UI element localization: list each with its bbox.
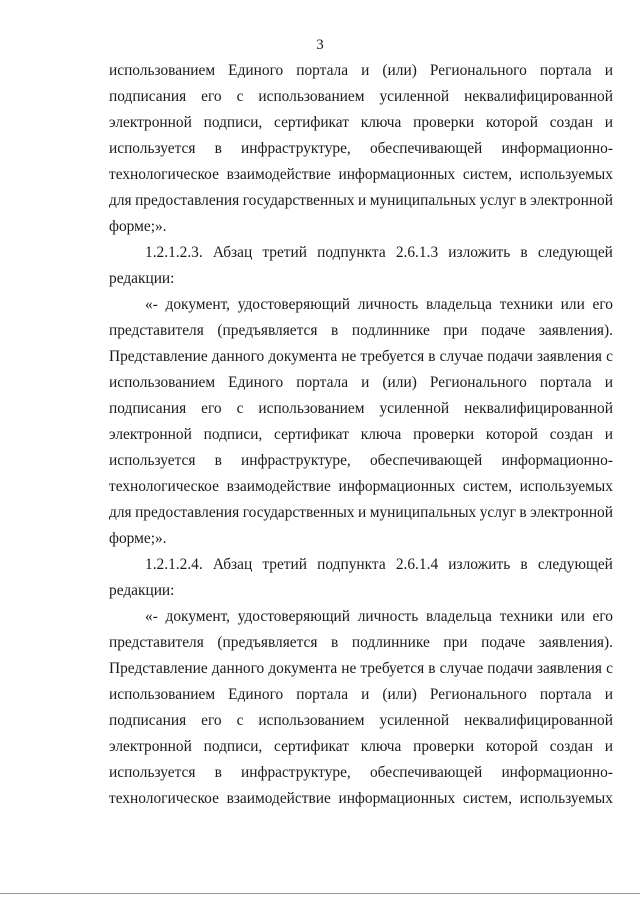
- word: и: [604, 114, 613, 131]
- word: систем,: [462, 478, 512, 495]
- word: проверки: [413, 114, 475, 131]
- word: и: [357, 192, 367, 209]
- word: предоставления: [135, 504, 240, 521]
- word: государственных: [242, 504, 355, 521]
- word: портала: [539, 686, 592, 703]
- word: удостоверяющий: [237, 608, 351, 625]
- word: усиленной: [379, 400, 450, 417]
- word: подаче: [481, 322, 526, 339]
- word: заявления: [536, 348, 602, 365]
- word: систем,: [462, 790, 512, 807]
- text-line: [109, 396, 613, 422]
- word: использованием: [109, 374, 216, 391]
- word: в: [520, 244, 528, 261]
- word: представителя: [109, 322, 204, 339]
- word: и: [604, 374, 613, 391]
- word: взаимодействие: [226, 166, 331, 183]
- text-line: [109, 656, 613, 682]
- word: подачи: [487, 348, 533, 365]
- word: усиленной: [379, 88, 450, 105]
- word: технологическое: [109, 166, 219, 183]
- word: с: [606, 660, 613, 677]
- word: используется: [109, 764, 196, 781]
- word: создан: [549, 426, 593, 443]
- word: электронной: [530, 504, 613, 521]
- word: заявления).: [538, 634, 613, 651]
- word: редакции:: [109, 582, 175, 599]
- word: которой: [485, 426, 538, 443]
- word: в: [214, 764, 222, 781]
- word: портала: [539, 62, 592, 79]
- word: подачи: [487, 660, 533, 677]
- word: 1.2.1.2.3.: [145, 244, 203, 261]
- word: при: [443, 634, 468, 651]
- word: информационных: [338, 790, 456, 807]
- word: и: [604, 62, 613, 79]
- word: неквалифицированной: [464, 400, 613, 417]
- word: форме;».: [109, 530, 167, 547]
- word: для: [109, 504, 132, 521]
- word: 2.6.1.4: [395, 556, 439, 573]
- word: электронной: [109, 426, 192, 443]
- word: в: [520, 556, 528, 573]
- word: Регионального: [429, 374, 527, 391]
- word: в: [519, 192, 527, 209]
- word: подпункта: [317, 244, 386, 261]
- word: информационно-: [501, 764, 613, 781]
- word: подписи,: [203, 114, 263, 131]
- word: подписания: [109, 400, 187, 417]
- word: (или): [382, 374, 417, 391]
- word: требуется: [360, 348, 425, 365]
- word: данного: [211, 348, 265, 365]
- word: в: [428, 660, 436, 677]
- word: Представление: [109, 348, 208, 365]
- text-line: [109, 474, 613, 500]
- word: владельца: [426, 296, 493, 313]
- document-body: [109, 58, 613, 812]
- text-line: [109, 734, 613, 760]
- page-number: 3: [316, 37, 324, 53]
- word: личность: [357, 296, 419, 313]
- word: следующей: [537, 244, 613, 261]
- word: личность: [357, 608, 419, 625]
- word: информационно-: [501, 452, 613, 469]
- word: не: [341, 660, 357, 677]
- text-line: [109, 786, 613, 812]
- word: редакции:: [109, 270, 175, 287]
- word: используемых: [519, 166, 613, 183]
- text-line: [109, 526, 613, 552]
- word: Регионального: [429, 686, 527, 703]
- word: с: [236, 88, 244, 105]
- word: случае: [439, 348, 484, 365]
- word: информационно-: [501, 140, 613, 157]
- text-line: [109, 188, 613, 214]
- text-line: [109, 760, 613, 786]
- word: в: [331, 322, 339, 339]
- text-line: [109, 318, 613, 344]
- word: и: [604, 686, 613, 703]
- text-line: [109, 84, 613, 110]
- word: которой: [485, 114, 538, 131]
- word: муниципальных: [369, 504, 477, 521]
- text-line: [109, 552, 613, 578]
- word: (предъявляется: [217, 634, 318, 651]
- word: ключа: [360, 114, 402, 131]
- word: и: [357, 504, 367, 521]
- text-line: [109, 110, 613, 136]
- word: неквалифицированной: [464, 88, 613, 105]
- word: использованием: [258, 712, 365, 729]
- word: и: [361, 686, 370, 703]
- word: Абзац: [212, 556, 253, 573]
- word: техники: [499, 608, 553, 625]
- word: «-: [145, 608, 158, 625]
- text-line: [109, 682, 613, 708]
- word: и: [604, 738, 613, 755]
- word: технологическое: [109, 790, 219, 807]
- text-line: [109, 578, 613, 604]
- word: используется: [109, 452, 196, 469]
- word: (или): [382, 686, 417, 703]
- word: или: [560, 608, 585, 625]
- word: электронной: [109, 738, 192, 755]
- word: Представление: [109, 660, 208, 677]
- word: услуг: [479, 192, 516, 209]
- word: Единого: [228, 374, 284, 391]
- text-line: [109, 604, 613, 630]
- word: электронной: [109, 114, 192, 131]
- word: в: [519, 504, 527, 521]
- word: услуг: [479, 504, 516, 521]
- word: при: [443, 322, 468, 339]
- page-bottom-divider: [0, 893, 640, 894]
- word: взаимодействие: [226, 790, 331, 807]
- word: в: [214, 452, 222, 469]
- word: для: [109, 192, 132, 209]
- word: с: [236, 400, 244, 417]
- word: следующей: [537, 556, 613, 573]
- word: Единого: [228, 686, 284, 703]
- text-line: [109, 630, 613, 656]
- word: инфраструктуре,: [241, 764, 351, 781]
- text-line: [109, 422, 613, 448]
- word: обеспечивающей: [369, 452, 483, 469]
- word: подлиннике: [351, 322, 430, 339]
- word: его: [201, 712, 222, 729]
- word: (или): [382, 62, 417, 79]
- word: документа: [268, 660, 338, 677]
- word: его: [592, 296, 613, 313]
- word: сертификат: [274, 114, 349, 131]
- text-line: [109, 214, 613, 240]
- word: третий: [262, 244, 307, 261]
- word: проверки: [413, 738, 475, 755]
- word: подписания: [109, 88, 187, 105]
- word: портала: [296, 686, 349, 703]
- word: информационных: [338, 166, 456, 183]
- word: проверки: [413, 426, 475, 443]
- word: случае: [439, 660, 484, 677]
- word: использованием: [109, 62, 216, 79]
- word: подлиннике: [351, 634, 430, 651]
- word: в: [214, 140, 222, 157]
- text-line: [109, 370, 613, 396]
- text-line: [109, 708, 613, 734]
- word: в: [331, 634, 339, 651]
- text-line: [109, 136, 613, 162]
- word: техники: [499, 296, 553, 313]
- word: документ,: [165, 296, 231, 313]
- word: (предъявляется: [217, 322, 318, 339]
- word: инфраструктуре,: [241, 140, 351, 157]
- word: изложить: [448, 556, 511, 573]
- text-line: [109, 266, 613, 292]
- word: изложить: [448, 244, 511, 261]
- word: представителя: [109, 634, 204, 651]
- word: подписания: [109, 712, 187, 729]
- word: его: [201, 88, 222, 105]
- word: подписи,: [203, 426, 263, 443]
- word: сертификат: [274, 426, 349, 443]
- text-line: [109, 240, 613, 266]
- text-line: [109, 292, 613, 318]
- word: сертификат: [274, 738, 349, 755]
- text-line: [109, 500, 613, 526]
- word: инфраструктуре,: [241, 452, 351, 469]
- word: создан: [549, 114, 593, 131]
- word: документ,: [165, 608, 231, 625]
- word: не: [341, 348, 357, 365]
- word: которой: [485, 738, 538, 755]
- word: ключа: [360, 738, 402, 755]
- word: или: [560, 296, 585, 313]
- word: ключа: [360, 426, 402, 443]
- word: владельца: [426, 608, 493, 625]
- word: портала: [296, 62, 349, 79]
- word: подпункта: [317, 556, 386, 573]
- word: заявления: [536, 660, 602, 677]
- word: предоставления: [135, 192, 240, 209]
- word: муниципальных: [369, 192, 477, 209]
- word: с: [236, 712, 244, 729]
- word: подписи,: [203, 738, 263, 755]
- word: документа: [268, 348, 338, 365]
- word: усиленной: [379, 712, 450, 729]
- word: требуется: [360, 660, 425, 677]
- word: взаимодействие: [226, 478, 331, 495]
- word: данного: [211, 660, 265, 677]
- text-line: [109, 162, 613, 188]
- word: 1.2.1.2.4.: [145, 556, 203, 573]
- word: технологическое: [109, 478, 219, 495]
- word: используется: [109, 140, 196, 157]
- word: неквалифицированной: [464, 712, 613, 729]
- word: портала: [539, 374, 592, 391]
- word: электронной: [530, 192, 613, 209]
- word: удостоверяющий: [237, 296, 351, 313]
- word: обеспечивающей: [369, 764, 483, 781]
- word: портала: [296, 374, 349, 391]
- word: создан: [549, 738, 593, 755]
- word: заявления).: [538, 322, 613, 339]
- word: «-: [145, 296, 158, 313]
- word: использованием: [258, 88, 365, 105]
- word: используемых: [519, 790, 613, 807]
- word: использованием: [258, 400, 365, 417]
- word: подаче: [481, 634, 526, 651]
- word: использованием: [109, 686, 216, 703]
- word: третий: [262, 556, 307, 573]
- word: и: [361, 374, 370, 391]
- word: в: [428, 348, 436, 365]
- word: его: [592, 608, 613, 625]
- word: Абзац: [212, 244, 253, 261]
- word: обеспечивающей: [369, 140, 483, 157]
- word: форме;».: [109, 218, 167, 235]
- word: и: [604, 426, 613, 443]
- text-line: [109, 344, 613, 370]
- word: государственных: [242, 192, 355, 209]
- word: с: [606, 348, 613, 365]
- word: информационных: [338, 478, 456, 495]
- text-line: [109, 58, 613, 84]
- word: его: [201, 400, 222, 417]
- text-line: [109, 448, 613, 474]
- word: 2.6.1.3: [395, 244, 439, 261]
- word: и: [361, 62, 370, 79]
- word: используемых: [519, 478, 613, 495]
- word: систем,: [462, 166, 512, 183]
- word: Единого: [228, 62, 284, 79]
- word: Регионального: [429, 62, 527, 79]
